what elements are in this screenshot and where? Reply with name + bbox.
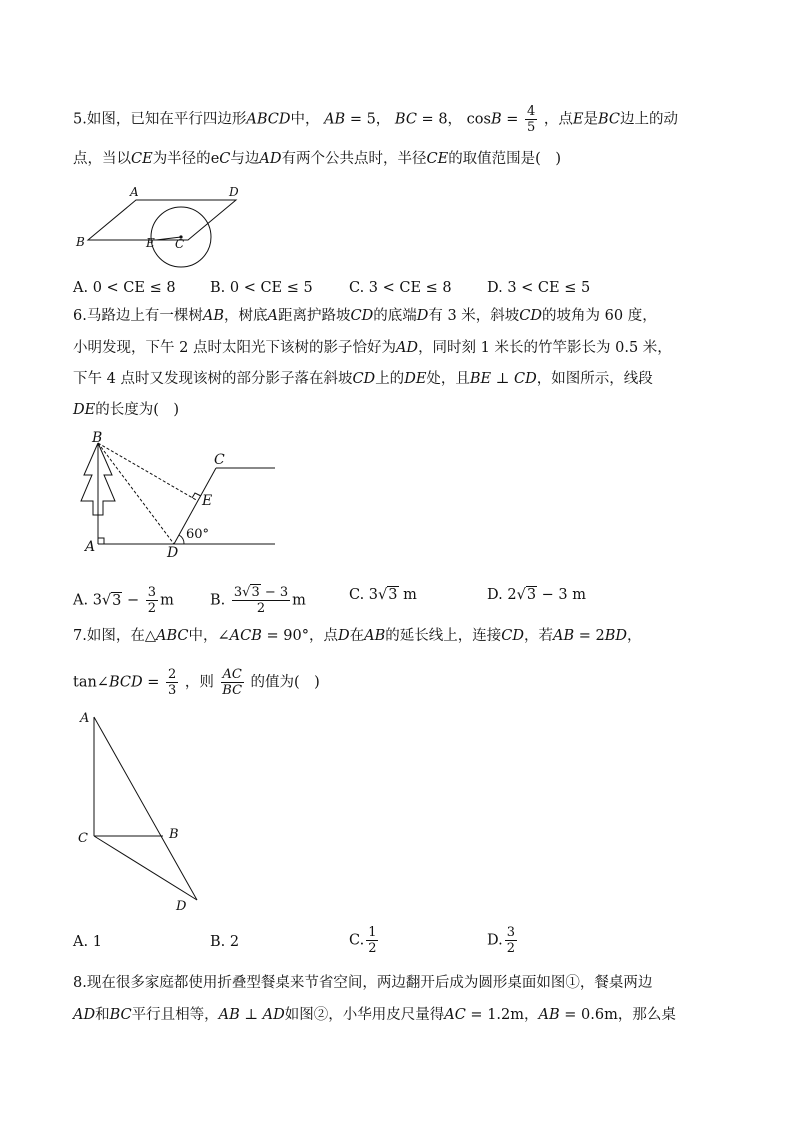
label-a: A bbox=[130, 185, 139, 199]
label-b: B bbox=[169, 827, 179, 842]
q5-option-b[interactable]: B. 0 < CE ≤ 5 bbox=[210, 280, 313, 296]
q5-option-a[interactable]: A. 0 < CE ≤ 8 bbox=[73, 280, 176, 296]
q6-option-b[interactable]: B. $\frac{3√3 - 3}{2}$ m bbox=[210, 585, 306, 616]
segment-cd bbox=[94, 836, 197, 900]
label-c: C bbox=[78, 831, 88, 846]
segment-ad bbox=[94, 717, 197, 900]
q6-option-a[interactable]: A. 3√3 − $\frac{3}{2}$ m bbox=[73, 585, 174, 616]
label-d: D bbox=[229, 185, 239, 199]
q6-option-d[interactable]: D. 2√3 − 3 m bbox=[487, 587, 586, 603]
q5-line2: 点，当以CE为半径的eC与边AD有两个公共点时，半径CE的取值范围是( ) bbox=[73, 151, 562, 167]
q5-line1: 5.如图，已知在平行四边形ABCD中， AB = 5， BC = 8， cosB = $\frac{4}{5}$ ，点E是BC边上的动 bbox=[73, 104, 678, 135]
q5-option-d[interactable]: D. 3 < CE ≤ 5 bbox=[487, 280, 591, 296]
label-e: E bbox=[202, 493, 213, 509]
q6-option-c[interactable]: C. 3√3 m bbox=[349, 587, 417, 603]
label-a: A bbox=[85, 539, 96, 555]
label-e: E bbox=[146, 236, 155, 250]
q6-line1: 6.马路边上有一棵树AB，树底A距离护路坡CD的底端D有 3 米，斜坡CD的坡角为 60 度， bbox=[73, 308, 657, 324]
label-a: A bbox=[80, 711, 90, 726]
label-b: B bbox=[76, 235, 85, 249]
ray-be bbox=[98, 443, 198, 501]
q8-line2: AD和BC平行且相等，AB ⊥ AD如图②，小华用皮尺量得AC = 1.2m，AB = 0.6m，那么桌 bbox=[73, 1007, 676, 1023]
q7-option-c[interactable]: C. $\frac{1}{2}$ bbox=[349, 925, 377, 956]
label-b: B bbox=[92, 430, 103, 446]
q5-option-c[interactable]: C. 3 < CE ≤ 8 bbox=[349, 280, 452, 296]
q7-line2: tan∠BCD = $\frac{2}{3}$ ，则 $\frac{AC}{BC}$ 的值为( ) bbox=[73, 667, 320, 698]
parallelogram-abcd bbox=[88, 200, 236, 240]
q7-line1: 7.如图，在△ABC中，∠ACB = 90°，点D在AB的延长线上，连接CD，若AB = 2BD， bbox=[73, 628, 642, 644]
label-c: C bbox=[214, 452, 225, 468]
q5-parallelogram-figure bbox=[70, 180, 250, 275]
label-c: C bbox=[175, 237, 185, 251]
label-60-degrees: 60° bbox=[186, 527, 210, 542]
q6-line4: DE的长度为( ) bbox=[73, 402, 180, 418]
q7-option-a[interactable]: A. 1 bbox=[73, 934, 102, 950]
right-angle-a bbox=[98, 538, 104, 544]
q8-line1: 8.现在很多家庭都使用折叠型餐桌来节省空间，两边翻开后成为圆形桌面如图①，餐桌两边 bbox=[73, 975, 653, 991]
q6-line3: 下午 4 点时又发现该树的部分影子落在斜坡CD上的DE处，且BE ⊥ CD，如图所示，线段 bbox=[73, 371, 653, 387]
label-d: D bbox=[176, 899, 187, 914]
label-d: D bbox=[167, 545, 179, 561]
angle-arc-d bbox=[179, 535, 184, 544]
q7-option-d[interactable]: D. $\frac{3}{2}$ bbox=[487, 925, 515, 956]
fraction-4-5: $\frac{4}{5}$ bbox=[526, 104, 536, 135]
q6-tree-slope-figure bbox=[70, 425, 290, 565]
q7-option-b[interactable]: B. 2 bbox=[210, 934, 240, 950]
q6-line2: 小明发现，下午 2 点时太阳光下该树的影子恰好为AD，同时刻 1 米长的竹竿影长为 0.5 米， bbox=[73, 340, 672, 356]
ray-bd bbox=[98, 443, 174, 544]
q7-triangle-figure bbox=[70, 705, 220, 915]
